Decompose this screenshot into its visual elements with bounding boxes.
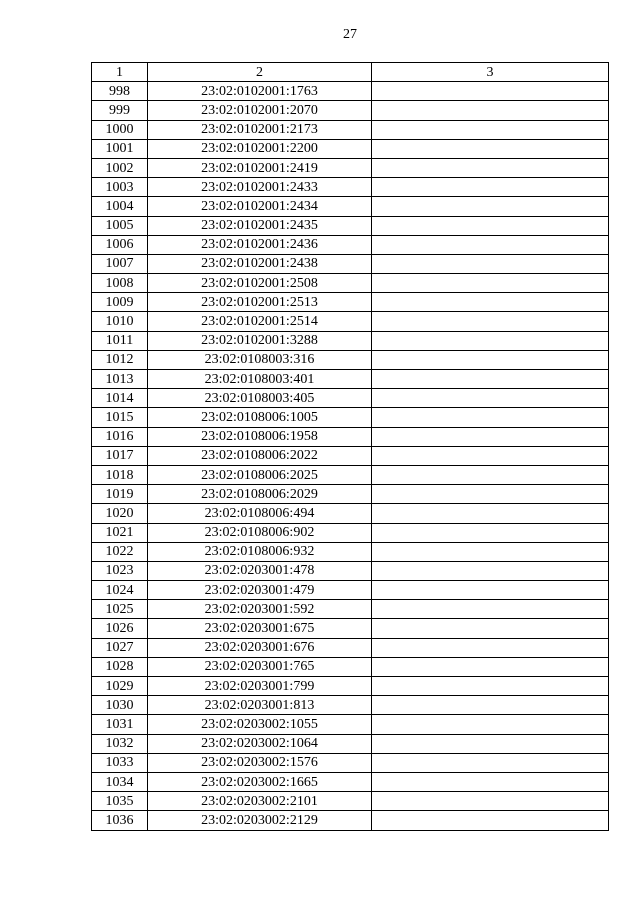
table-row bbox=[92, 542, 609, 561]
header-cell-3: 3 bbox=[372, 63, 609, 82]
row-number-cell: 1010 bbox=[92, 312, 148, 331]
row-number-cell: 1028 bbox=[92, 657, 148, 676]
table-row bbox=[92, 350, 609, 369]
table-row bbox=[92, 811, 609, 830]
table-row bbox=[92, 504, 609, 523]
table-row bbox=[92, 600, 609, 619]
row-number-cell: 1032 bbox=[92, 734, 148, 753]
header-cell-2: 2 bbox=[148, 63, 372, 82]
cadastral-number-cell: 23:02:0203002:1665 bbox=[148, 772, 372, 791]
table-row bbox=[92, 274, 609, 293]
cadastral-number-cell: 23:02:0108006:2029 bbox=[148, 485, 372, 504]
row-number-cell: 1013 bbox=[92, 370, 148, 389]
cadastral-number-cell: 23:02:0108006:1958 bbox=[148, 427, 372, 446]
table-row bbox=[92, 101, 609, 120]
note-cell bbox=[372, 408, 609, 427]
cadastral-number-cell: 23:02:0203001:675 bbox=[148, 619, 372, 638]
note-cell bbox=[372, 561, 609, 580]
note-cell bbox=[372, 370, 609, 389]
note-cell bbox=[372, 581, 609, 600]
cadastral-number-cell: 23:02:0102001:2419 bbox=[148, 158, 372, 177]
table-row bbox=[92, 178, 609, 197]
row-number-cell: 1023 bbox=[92, 561, 148, 580]
table-row bbox=[92, 197, 609, 216]
row-number-cell: 1025 bbox=[92, 600, 148, 619]
note-cell bbox=[372, 197, 609, 216]
table-row bbox=[92, 734, 609, 753]
cadastral-number-cell: 23:02:0102001:2508 bbox=[148, 274, 372, 293]
cadastral-number-cell: 23:02:0108003:405 bbox=[148, 389, 372, 408]
page-number: 27 bbox=[343, 27, 357, 42]
row-number-cell: 1024 bbox=[92, 581, 148, 600]
table-row bbox=[92, 446, 609, 465]
cadastral-number-cell: 23:02:0102001:2434 bbox=[148, 197, 372, 216]
row-number-cell: 1033 bbox=[92, 753, 148, 772]
row-number-cell: 1035 bbox=[92, 792, 148, 811]
row-number-cell: 1001 bbox=[92, 139, 148, 158]
row-number-cell: 1009 bbox=[92, 293, 148, 312]
note-cell bbox=[372, 158, 609, 177]
table-row bbox=[92, 293, 609, 312]
row-number-cell: 1012 bbox=[92, 350, 148, 369]
table-row bbox=[92, 254, 609, 273]
row-number-cell: 998 bbox=[92, 82, 148, 101]
note-cell bbox=[372, 696, 609, 715]
row-number-cell: 1036 bbox=[92, 811, 148, 830]
cadastral-number-cell: 23:02:0203001:676 bbox=[148, 638, 372, 657]
table-row bbox=[92, 465, 609, 484]
cadastral-number-cell: 23:02:0108006:932 bbox=[148, 542, 372, 561]
cadastral-number-cell: 23:02:0108006:2025 bbox=[148, 465, 372, 484]
row-number-cell: 1000 bbox=[92, 120, 148, 139]
cadastral-number-cell: 23:02:0203001:478 bbox=[148, 561, 372, 580]
note-cell bbox=[372, 600, 609, 619]
row-number-cell: 1020 bbox=[92, 504, 148, 523]
table-row bbox=[92, 792, 609, 811]
table-row bbox=[92, 696, 609, 715]
note-cell bbox=[372, 715, 609, 734]
table-row bbox=[92, 235, 609, 254]
row-number-cell: 1034 bbox=[92, 772, 148, 791]
row-number-cell: 1021 bbox=[92, 523, 148, 542]
table-row bbox=[92, 427, 609, 446]
cadastral-number-cell: 23:02:0203001:592 bbox=[148, 600, 372, 619]
cadastral-number-cell: 23:02:0102001:2070 bbox=[148, 101, 372, 120]
note-cell bbox=[372, 792, 609, 811]
row-number-cell: 1014 bbox=[92, 389, 148, 408]
cadastral-number-cell: 23:02:0102001:2173 bbox=[148, 120, 372, 139]
table-row bbox=[92, 561, 609, 580]
cadastral-number-cell: 23:02:0203001:799 bbox=[148, 677, 372, 696]
note-cell bbox=[372, 465, 609, 484]
cadastral-number-cell: 23:02:0102001:2436 bbox=[148, 235, 372, 254]
note-cell bbox=[372, 274, 609, 293]
note-cell bbox=[372, 427, 609, 446]
note-cell bbox=[372, 178, 609, 197]
cadastral-number-cell: 23:02:0102001:3288 bbox=[148, 331, 372, 350]
row-number-cell: 1005 bbox=[92, 216, 148, 235]
table-row bbox=[92, 619, 609, 638]
note-cell bbox=[372, 235, 609, 254]
note-cell bbox=[372, 504, 609, 523]
row-number-cell: 1017 bbox=[92, 446, 148, 465]
cadastral-number-cell: 23:02:0102001:1763 bbox=[148, 82, 372, 101]
note-cell bbox=[372, 139, 609, 158]
table-row bbox=[92, 331, 609, 350]
table-body bbox=[92, 63, 609, 831]
row-number-cell: 1011 bbox=[92, 331, 148, 350]
row-number-cell: 1022 bbox=[92, 542, 148, 561]
cadastral-number-cell: 23:02:0102001:2435 bbox=[148, 216, 372, 235]
cadastral-number-cell: 23:02:0203001:765 bbox=[148, 657, 372, 676]
row-number-cell: 1008 bbox=[92, 274, 148, 293]
note-cell bbox=[372, 389, 609, 408]
row-number-cell: 1031 bbox=[92, 715, 148, 734]
table-row bbox=[92, 216, 609, 235]
cadastral-number-cell: 23:02:0108006:902 bbox=[148, 523, 372, 542]
note-cell bbox=[372, 523, 609, 542]
row-number-cell: 1026 bbox=[92, 619, 148, 638]
table-row bbox=[92, 657, 609, 676]
row-number-cell: 1002 bbox=[92, 158, 148, 177]
cadastral-number-cell: 23:02:0203002:1064 bbox=[148, 734, 372, 753]
note-cell bbox=[372, 677, 609, 696]
cadastral-number-table bbox=[91, 62, 609, 831]
table-row bbox=[92, 370, 609, 389]
note-cell bbox=[372, 331, 609, 350]
cadastral-number-cell: 23:02:0102001:2513 bbox=[148, 293, 372, 312]
note-cell bbox=[372, 734, 609, 753]
row-number-cell: 1016 bbox=[92, 427, 148, 446]
cadastral-number-cell: 23:02:0203002:1576 bbox=[148, 753, 372, 772]
table-row bbox=[92, 772, 609, 791]
header-cell-1: 1 bbox=[92, 63, 148, 82]
table-row bbox=[92, 158, 609, 177]
note-cell bbox=[372, 350, 609, 369]
note-cell bbox=[372, 811, 609, 830]
table-row bbox=[92, 485, 609, 504]
cadastral-number-cell: 23:02:0203002:2129 bbox=[148, 811, 372, 830]
note-cell bbox=[372, 254, 609, 273]
note-cell bbox=[372, 293, 609, 312]
cadastral-number-cell: 23:02:0203001:479 bbox=[148, 581, 372, 600]
cadastral-number-cell: 23:02:0108003:316 bbox=[148, 350, 372, 369]
row-number-cell: 1004 bbox=[92, 197, 148, 216]
row-number-cell: 1018 bbox=[92, 465, 148, 484]
cadastral-number-cell: 23:02:0102001:2433 bbox=[148, 178, 372, 197]
cadastral-number-cell: 23:02:0203002:2101 bbox=[148, 792, 372, 811]
table-row bbox=[92, 139, 609, 158]
row-number-cell: 1007 bbox=[92, 254, 148, 273]
table-header-row bbox=[92, 63, 609, 82]
cadastral-number-cell: 23:02:0102001:2438 bbox=[148, 254, 372, 273]
note-cell bbox=[372, 312, 609, 331]
table-row bbox=[92, 581, 609, 600]
cadastral-number-cell: 23:02:0203002:1055 bbox=[148, 715, 372, 734]
note-cell bbox=[372, 657, 609, 676]
note-cell bbox=[372, 638, 609, 657]
table-row bbox=[92, 82, 609, 101]
table-row bbox=[92, 523, 609, 542]
table-row bbox=[92, 389, 609, 408]
table-row bbox=[92, 677, 609, 696]
row-number-cell: 999 bbox=[92, 101, 148, 120]
row-number-cell: 1030 bbox=[92, 696, 148, 715]
note-cell bbox=[372, 101, 609, 120]
note-cell bbox=[372, 446, 609, 465]
row-number-cell: 1003 bbox=[92, 178, 148, 197]
table-row bbox=[92, 753, 609, 772]
cadastral-number-cell: 23:02:0108003:401 bbox=[148, 370, 372, 389]
note-cell bbox=[372, 120, 609, 139]
row-number-cell: 1006 bbox=[92, 235, 148, 254]
row-number-cell: 1015 bbox=[92, 408, 148, 427]
note-cell bbox=[372, 216, 609, 235]
note-cell bbox=[372, 772, 609, 791]
table-row bbox=[92, 408, 609, 427]
note-cell bbox=[372, 82, 609, 101]
cadastral-number-cell: 23:02:0102001:2200 bbox=[148, 139, 372, 158]
row-number-cell: 1019 bbox=[92, 485, 148, 504]
row-number-cell: 1029 bbox=[92, 677, 148, 696]
note-cell bbox=[372, 542, 609, 561]
cadastral-number-cell: 23:02:0108006:2022 bbox=[148, 446, 372, 465]
table-row bbox=[92, 638, 609, 657]
table-row bbox=[92, 312, 609, 331]
row-number-cell: 1027 bbox=[92, 638, 148, 657]
note-cell bbox=[372, 619, 609, 638]
note-cell bbox=[372, 753, 609, 772]
table-row bbox=[92, 715, 609, 734]
table-row bbox=[92, 120, 609, 139]
cadastral-number-cell: 23:02:0102001:2514 bbox=[148, 312, 372, 331]
cadastral-number-cell: 23:02:0108006:1005 bbox=[148, 408, 372, 427]
cadastral-number-cell: 23:02:0203001:813 bbox=[148, 696, 372, 715]
cadastral-number-cell: 23:02:0108006:494 bbox=[148, 504, 372, 523]
note-cell bbox=[372, 485, 609, 504]
